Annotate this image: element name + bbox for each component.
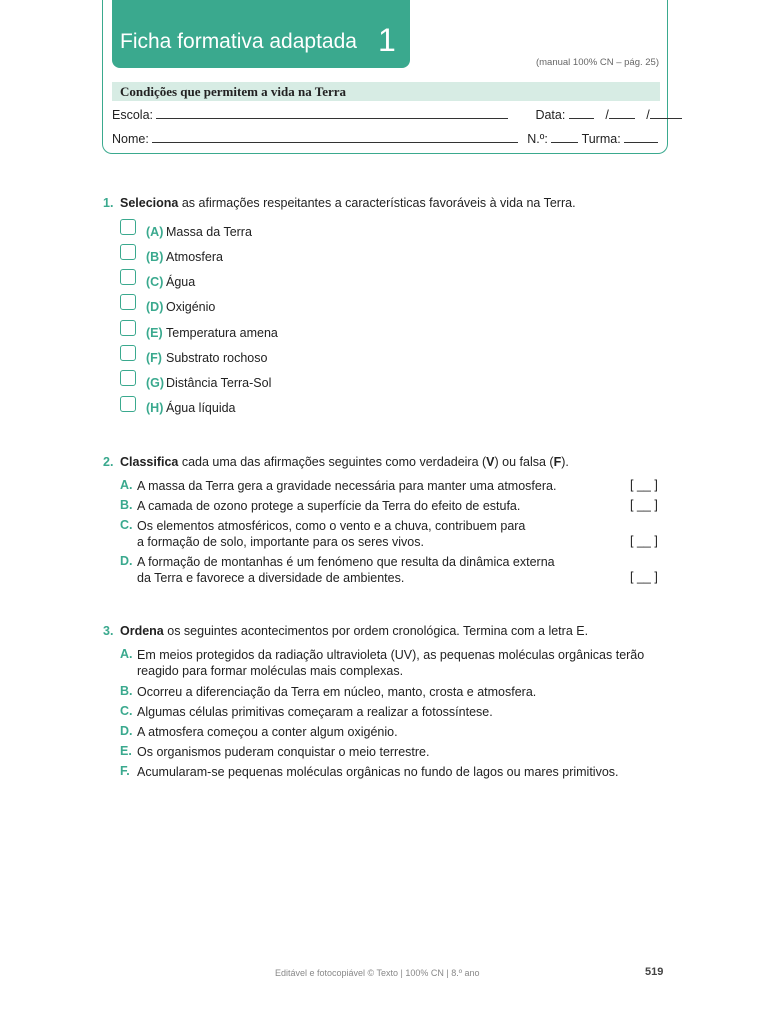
- footer-credits: Editável e fotocopiável © Texto | 100% CN | 8.º ano: [275, 968, 480, 978]
- option-text: Água líquida: [166, 401, 236, 415]
- option-text: Substrato rochoso: [166, 351, 268, 365]
- school-field[interactable]: [156, 106, 508, 119]
- statement-letter: C.: [120, 518, 133, 532]
- school-date-row: Escola: Data: / /: [112, 106, 682, 122]
- date-label: Data:: [535, 108, 566, 122]
- option-letter: (G): [146, 376, 165, 390]
- checkbox-a[interactable]: [120, 219, 136, 235]
- number-label: N.º:: [527, 132, 548, 146]
- event-letter: F.: [120, 764, 130, 778]
- statement-letter: A.: [120, 478, 133, 492]
- worksheet-number: 1: [378, 22, 396, 58]
- event-text: Ocorreu a diferenciação da Terra em núcleo, manto, crosta e atmosfera.: [137, 685, 537, 699]
- option-letter: (C): [146, 275, 164, 289]
- statement-text: A formação de montanhas é um fenómeno que resulta da dinâmica externa: [137, 555, 555, 569]
- date-month-field[interactable]: [609, 106, 635, 119]
- question-2-prompt: Classifica cada uma das afirmações seguintes como verdadeira (V) ou falsa (F).: [120, 455, 569, 469]
- class-label: Turma:: [581, 132, 621, 146]
- name-row: [112, 130, 658, 146]
- question-1-prompt: Seleciona as afirmações respeitantes a características favoráveis à vida na Terra.: [120, 196, 576, 210]
- date-year-field[interactable]: [650, 106, 682, 119]
- checkbox-b[interactable]: [120, 244, 136, 260]
- statement-letter: B.: [120, 498, 133, 512]
- statement-text-continued: da Terra e favorece a diversidade de ambientes.: [137, 571, 405, 585]
- event-letter: B.: [120, 684, 133, 698]
- option-text: Temperatura amena: [166, 326, 278, 340]
- option-text: Atmosfera: [166, 250, 223, 264]
- checkbox-e[interactable]: [120, 320, 136, 336]
- event-text: Acumularam-se pequenas moléculas orgânicas no fundo de lagos ou mares primitivos.: [137, 765, 619, 779]
- event-text: Em meios protegidos da radiação ultravioleta (UV), as pequenas moléculas orgânicas terão: [137, 648, 645, 662]
- name-field[interactable]: [152, 130, 518, 143]
- question-1-number: 1.: [103, 196, 114, 210]
- event-letter: E.: [120, 744, 132, 758]
- checkbox-g[interactable]: [120, 370, 136, 386]
- option-letter: (F): [146, 351, 162, 365]
- event-letter: A.: [120, 647, 133, 661]
- option-text: Massa da Terra: [166, 225, 252, 239]
- statement-text: Os elementos atmosféricos, como o vento e a chuva, contribuem para: [137, 519, 526, 533]
- name-label: Nome:: [112, 132, 149, 146]
- checkbox-c[interactable]: [120, 269, 136, 285]
- event-text: A atmosfera começou a conter algum oxigénio.: [137, 725, 398, 739]
- option-letter: (A): [146, 225, 164, 239]
- event-text-continued: reagido para formar moléculas mais complexas.: [137, 664, 404, 678]
- answer-bracket[interactable]: [ __ ]: [630, 478, 658, 492]
- statement-text: A massa da Terra gera a gravidade necessária para manter uma atmosfera.: [137, 479, 557, 493]
- school-label: Escola:: [112, 108, 153, 122]
- event-text: Algumas células primitivas começaram a realizar a fotossíntese.: [137, 705, 493, 719]
- checkbox-d[interactable]: [120, 294, 136, 310]
- option-text: Distância Terra-Sol: [166, 376, 272, 390]
- page-number: 519: [645, 966, 664, 978]
- question-2-number: 2.: [103, 455, 114, 469]
- option-letter: (E): [146, 326, 163, 340]
- option-letter: (H): [146, 401, 164, 415]
- event-letter: C.: [120, 704, 133, 718]
- class-field[interactable]: [624, 130, 658, 143]
- statement-text: A camada de ozono protege a superfície da Terra do efeito de estufa.: [137, 499, 521, 513]
- option-text: Água: [166, 275, 196, 289]
- event-text: Os organismos puderam conquistar o meio terrestre.: [137, 745, 430, 759]
- manual-reference: (manual 100% CN – pág. 25): [535, 57, 659, 68]
- question-3-number: 3.: [103, 624, 114, 638]
- subtitle: Condições que permitem a vida na Terra: [120, 84, 347, 99]
- answer-bracket[interactable]: [ __ ]: [630, 498, 658, 512]
- event-letter: D.: [120, 724, 133, 738]
- date-day-field[interactable]: [569, 106, 594, 119]
- statement-text-continued: a formação de solo, importante para os seres vivos.: [137, 535, 424, 549]
- answer-bracket[interactable]: [ __ ]: [630, 534, 658, 548]
- page-title: Ficha formativa adaptada: [120, 30, 357, 53]
- option-letter: (B): [146, 250, 164, 264]
- checkbox-h[interactable]: [120, 396, 136, 412]
- question-3-prompt: Ordena os seguintes acontecimentos por ordem cronológica. Termina com a letra E.: [120, 624, 589, 638]
- answer-bracket[interactable]: [ __ ]: [630, 570, 658, 584]
- option-text: Oxigénio: [166, 300, 216, 314]
- statement-letter: D.: [120, 554, 133, 568]
- number-field[interactable]: [551, 130, 578, 143]
- option-letter: (D): [146, 300, 164, 314]
- checkbox-f[interactable]: [120, 345, 136, 361]
